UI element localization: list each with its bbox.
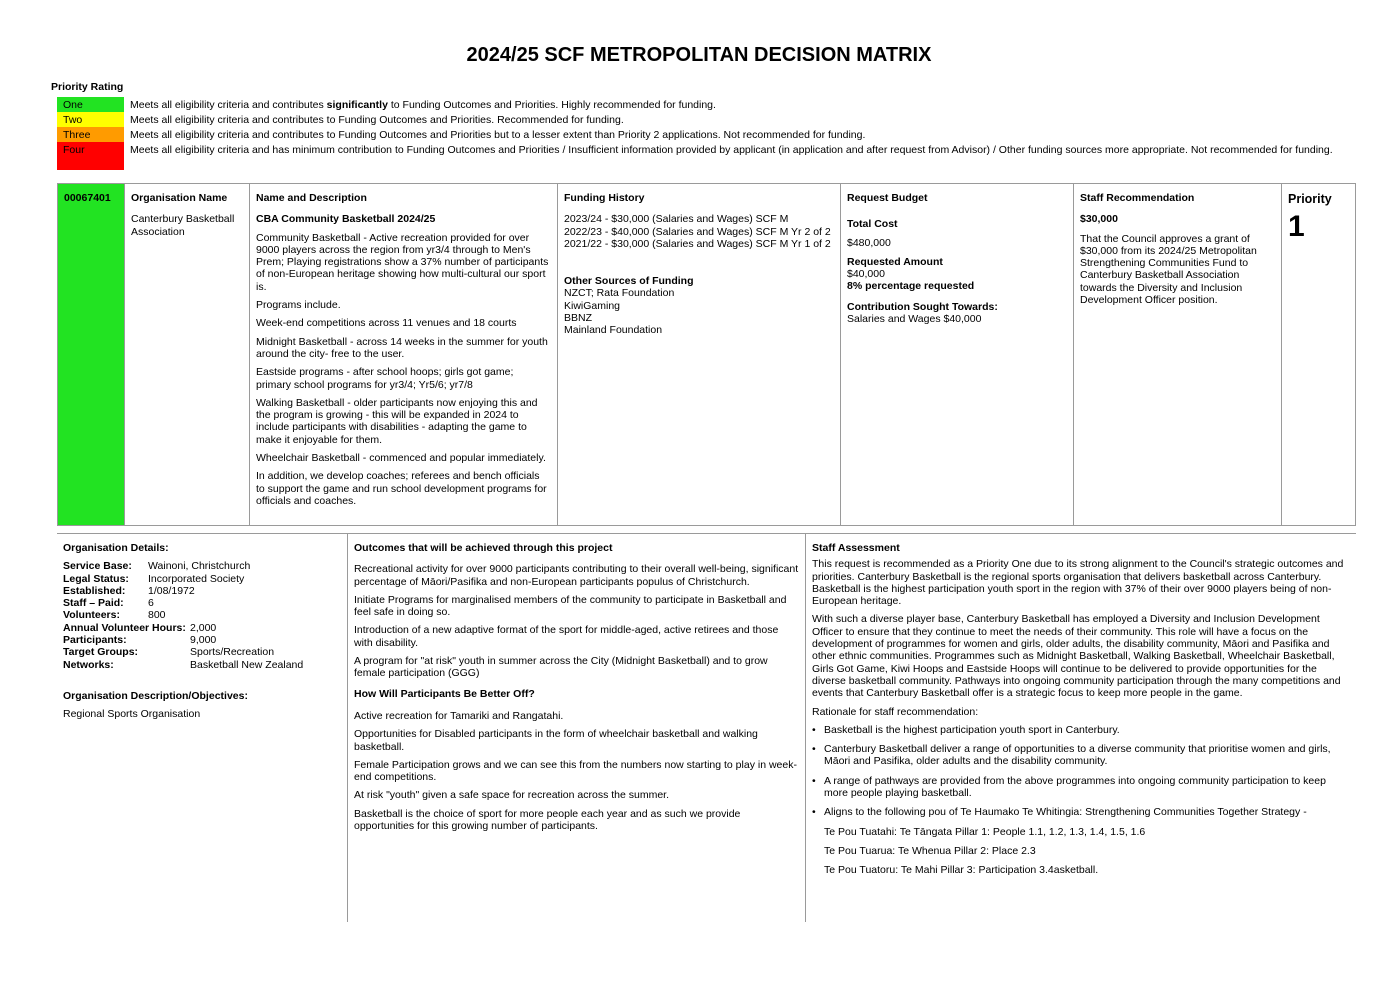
description-paragraph: Walking Basketball - older participants now enjoying this and the program is growing - this will be expanded in 2024 to include participants with disabilities - adapting the game to make it enjoyable for them. [256, 396, 538, 446]
staff-assessment-header: Staff Assessment [812, 542, 900, 554]
funding-history-header: Funding History [564, 192, 645, 204]
bottom-section [57, 533, 1356, 922]
outcome-item: Introduction of a new adaptive format of the sport for middle-aged, active retirees and those with disability. [354, 624, 779, 649]
funding-history-cell [558, 184, 841, 525]
outcome-item: Initiate Programs for marginalised members of the community to participate in Basketball and feel safe in doing so. [354, 593, 787, 619]
rationale-heading: Rationale for staff recommendation: [812, 705, 979, 718]
pou-item: Te Pou Tuatahi: Te Tāngata Pillar 1: People 1.1, 1.2, 1.3, 1.4, 1.5, 1.6 [824, 825, 1146, 838]
requested-amount-label: Requested Amount [847, 255, 943, 268]
organisation-name-value: Canterbury Basketball Association [131, 213, 235, 238]
detail-row-target-groups: Target Groups: Sports/Recreation [63, 646, 275, 659]
priority-description-two: Meets all eligibility criteria and contributes to Funding Outcomes and Priorities. Recommended for funding. [130, 114, 624, 126]
priority-swatch-four: Four [57, 142, 124, 170]
detail-row-staff-paid: Staff – Paid: 6 [63, 597, 154, 610]
organisation-details-header: Organisation Details: [63, 542, 169, 554]
organisation-name-cell [125, 184, 250, 525]
better-off-header: How Will Participants Be Better Off? [354, 687, 535, 700]
better-off-item: Active recreation for Tamariki and Rangatahi. [354, 709, 564, 722]
description-paragraph: Community Basketball - Active recreation provided for over 9000 players across the region from yr3/4 through to Men's Prem; Playing registrations show a 37% number of participants of non-European heritage showing how multi-cultural our sport is. [256, 231, 549, 293]
total-cost-value: $480,000 [847, 236, 891, 249]
pou-item: Te Pou Tuatoru: Te Mahi Pillar 3: Participation 3.4asketball. [824, 864, 1099, 877]
outcome-item: Recreational activity for over 9000 participants contributing to their overall well-being, significant percentage of Māori/Pasifika and non-European participants populus of Christchurch. [354, 563, 799, 588]
detail-row-networks: Networks: Basketball New Zealand [63, 658, 304, 671]
contribution-value: Salaries and Wages $40,000 [847, 313, 982, 326]
recommended-amount: $30,000 [1080, 213, 1118, 226]
priority-description-four: Meets all eligibility criteria and has minimum contribution to Funding Outcomes and Priorities / Insufficient information provided by applicant (in application and after request from Advisor) / Other funding sources more appropriate. Not recommended for funding. [130, 144, 1333, 156]
better-off-item: Opportunities for Disabled participants in the form of wheelchair basketball and walking basketball. [354, 728, 758, 753]
rationale-list [812, 724, 1350, 819]
priority-swatch-three: Three [57, 127, 124, 142]
decision-row [57, 183, 1356, 526]
detail-row-service-base: Service Base: Wainoni, Christchurch [63, 560, 251, 573]
other-funding-item: KiwiGaming [564, 299, 621, 312]
priority-header: Priority [1288, 192, 1332, 206]
better-off-item: Basketball is the choice of sport for more people each year and as such we provide opportunities for this growing number of participants. [354, 807, 741, 833]
description-paragraph: Programs include. [256, 299, 341, 312]
funding-history-item: 2021/22 - $30,000 (Salaries and Wages) SCF M Yr 1 of 2 [564, 237, 831, 250]
name-description-cell [250, 184, 558, 525]
organisation-name-header: Organisation Name [131, 192, 228, 204]
other-funding-item: NZCT; Rata Foundation [564, 287, 675, 300]
application-id: 00067401 [64, 192, 111, 204]
priority-description-three: Meets all eligibility criteria and contributes to Funding Outcomes and Priorities but to a lesser extent than Priority 2 applications. Not recommended for funding. [130, 129, 866, 141]
outcomes-header: Outcomes that will be achieved through this project [354, 542, 613, 554]
priority-value: 1 [1288, 210, 1305, 243]
priority-swatch-two: Two [57, 112, 124, 127]
organisation-description: Regional Sports Organisation [63, 708, 201, 721]
priority-description-one: Meets all eligibility criteria and contributes significantly to Funding Outcomes and Priorities. Highly recommended for funding. [130, 99, 716, 111]
staff-recommendation-cell [1074, 184, 1282, 525]
page-title: 2024/25 SCF METROPOLITAN DECISION MATRIX [466, 44, 932, 66]
staff-assessment-panel [806, 534, 1356, 922]
other-funding-item: BBNZ [564, 312, 593, 325]
name-description-header: Name and Description [256, 192, 367, 204]
detail-row-participants: Participants: 9,000 [63, 634, 217, 647]
priority-cell [1282, 184, 1357, 525]
description-paragraph: Wheelchair Basketball - commenced and popular immediately. [256, 452, 546, 465]
recommendation-text: That the Council approves a grant of $30,000 from its 2024/25 Metropolitan Strengthening Communities Fund to Canterbury Basketball Association towards the Diversity and Inclusion Development Officer position. [1080, 232, 1257, 307]
rationale-bullet: • Basketball is the highest participation youth sport in Canterbury. [824, 724, 1350, 736]
contribution-label: Contribution Sought Towards: [847, 300, 998, 313]
project-name: CBA Community Basketball 2024/25 [256, 213, 436, 226]
priority-swatch-one: One [57, 97, 124, 112]
requested-amount-value: $40,000 [847, 268, 885, 281]
funding-history-item: 2022/23 - $40,000 (Salaries and Wages) SCF M Yr 2 of 2 [564, 225, 831, 238]
description-paragraph: In addition, we develop coaches; referees and bench officials to support the game and run school development programs for officials and coaches. [256, 470, 547, 507]
detail-row-volunteer-hours: Annual Volunteer Hours: 2,000 [63, 621, 217, 634]
detail-row-legal-status: Legal Status: Incorporated Society [63, 572, 245, 585]
application-id-cell [58, 184, 125, 525]
percentage-requested: 8% percentage requested [847, 280, 975, 293]
better-off-item: Female Participation grows and we can see this from the numbers now starting to play in week-end competitions. [354, 758, 797, 784]
other-funding-header: Other Sources of Funding [564, 275, 694, 288]
better-off-item: At risk "youth" given a safe space for recreation across the summer. [354, 789, 670, 802]
rationale-bullet: • Canterbury Basketball deliver a range of opportunities to a diverse community that prioritise women and girls, Māori and Pasifika, older adults and the disability community. [824, 743, 1350, 768]
priority-rating-heading: Priority Rating [51, 81, 124, 93]
request-budget-cell [841, 184, 1074, 525]
detail-row-volunteers: Volunteers: 800 [63, 609, 166, 622]
funding-history-item: 2023/24 - $30,000 (Salaries and Wages) SCF M [564, 213, 789, 226]
description-paragraph: Week-end competitions across 11 venues and 18 courts [256, 317, 517, 330]
other-funding-item: Mainland Foundation [564, 324, 663, 337]
outcome-item: A program for "at risk" youth in summer across the City (Midnight Basketball) and to grow female participation (GGG) [354, 655, 768, 680]
description-paragraph: Midnight Basketball - across 14 weeks in the summer for youth around the city- free to the user. [256, 335, 548, 360]
request-budget-header: Request Budget [847, 192, 928, 204]
rationale-bullet: • Aligns to the following pou of Te Haumako Te Whitingia: Strengthening Communities Together Strategy - [824, 806, 1350, 818]
rationale-bullet: • A range of pathways are provided from the above programmes into ongoing community participation to keep more people playing basketball. [824, 775, 1350, 800]
assessment-paragraph: This request is recommended as a Priority One due to its strong alignment to the Council's strategic outcomes and priorities. Canterbury Basketball is the regional sports organisation that delivers basketball across Canterbury. Basketball is the highest participation youth sport in the region with 37% of their over 9000 players being of non-European heritage. [812, 558, 1344, 608]
organisation-details-panel [57, 534, 348, 922]
staff-recommendation-header: Staff Recommendation [1080, 192, 1195, 204]
outcomes-panel [348, 534, 806, 922]
description-paragraph: Eastside programs - after school hoops; girls got game; primary school programs for yr3/4; Yr5/6; yr7/8 [256, 366, 514, 391]
detail-row-established: Established: 1/08/1972 [63, 584, 195, 597]
total-cost-label: Total Cost [847, 218, 898, 231]
organisation-description-header: Organisation Description/Objectives: [63, 689, 248, 702]
assessment-paragraph: With such a diverse player base, Canterbury Basketball has employed a Diversity and Inclusion Development Officer to ensure that they continue to meet the needs of their community. This role will have a focus on the development of programmes for women and girls, older adults, the disability community, Māori and Pasifika and other ethnic communities. Programmes such as Midnight Basketball, Walking Basketball, Wheelchair Basketball, Girls Got Game, Kiwi Hoops and Eastside Hoops will continue to be delivered to provide opportunities for the diverse basketball community. Pathways into ongoing community participation through the many competitions and events that Canterbury Basketball offer is a strategic focus to keep more people in the game. [812, 613, 1341, 700]
pou-item: Te Pou Tuarua: Te Whenua Pillar 2: Place 2.3 [824, 844, 1036, 857]
